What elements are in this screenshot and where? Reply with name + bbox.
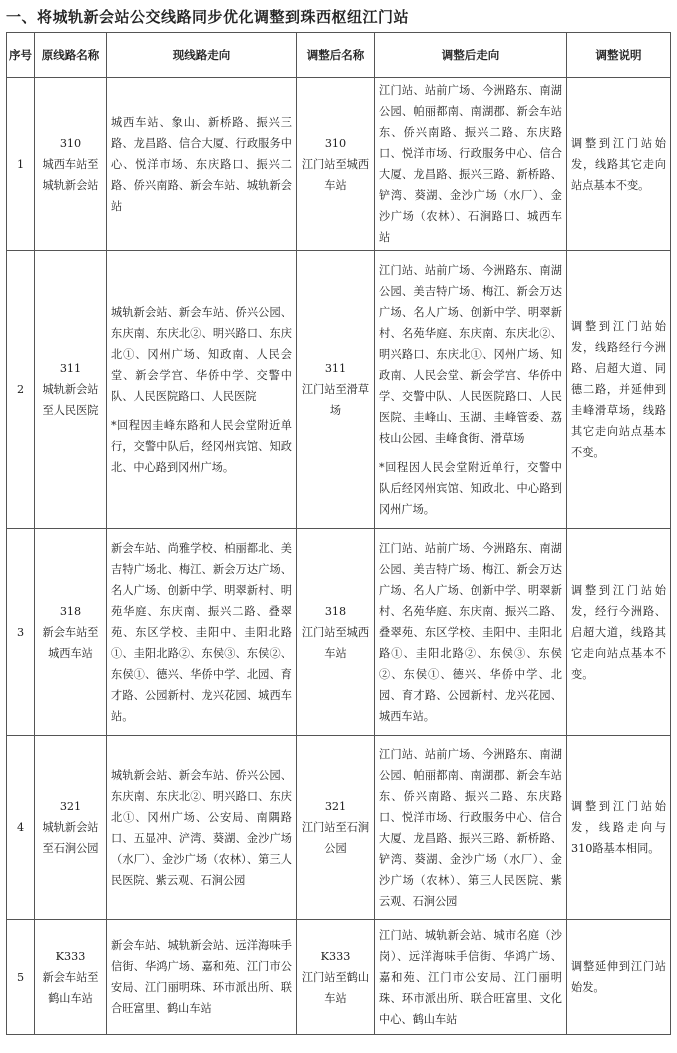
new-route [375,78,567,251]
orig-line-terminals: 新会车站至城西车站 [42,625,99,660]
current-route [107,529,297,736]
orig-line-code: 311 [59,362,82,375]
new-line-name [297,529,375,736]
current-route [107,920,297,1035]
current-route [107,78,297,251]
new-line-terminals: 江门站至城西车站 [301,625,370,660]
col-header-orig-name: 原线路名称 [35,33,107,78]
orig-line-terminals: 城西车站至城轨新会站 [42,157,99,192]
new-line-terminals: 江门站至鹤山车站 [301,970,370,1005]
new-route [375,736,567,920]
adjustment-explanation: 调整延伸到江门站始发。 [567,920,671,1035]
new-line-code: 321 [324,800,347,813]
table-row [7,78,671,251]
table-row [7,251,671,529]
new-route-text: 江门站、站前广场、今洲路东、南湖公园、美吉特广场、梅江、新会万达广场、名人广场、创新中学、明翠新村、名苑华庭、东庆南、振兴二路、叠翠苑、东区学校、圭阳中、圭阳北路①、圭阳北路②、东侯③、东侯②、东侯①、德兴、华侨中学、北园、育才路、公园新村、龙兴花园、城西车站。 [379,541,562,723]
current-route-text: 新会车站、尚雅学校、柏丽都北、美吉特广场北、梅江、新会万达广场、名人广场、创新中学、明翠新村、明苑华庭、东庆南、振兴二路、叠翠苑、东区学校、圭阳中、圭阳北路①、圭阳北路②、东侯③、东侯②、东侯①、德兴、华侨中学、北园、育才路、公园新村、龙兴花园、城西车站。 [111,541,292,723]
new-line-code: 311 [324,362,347,375]
orig-line-name [35,251,107,529]
new-route [375,529,567,736]
table-row [7,920,671,1035]
row-number: 5 [7,920,35,1035]
row-number: 2 [7,251,35,529]
new-route-text: 江门站、站前广场、今洲路东、南湖公园、美吉特广场、梅江、新会万达广场、名人广场、创新中学、明翠新村、名苑华庭、东庆南、东庆北②、明兴路口、东庆北①、冈州广场、知政南、人民会堂、新会学宫、华侨中学、交警中队、人民医院路口、人民医院、圭峰山、玉湖、圭峰管委、荔枝山公园、圭峰食街、滑草场 [379,263,562,445]
orig-line-code: 321 [59,800,82,813]
adjustment-explanation: 调整到江门站始发，线路经行今洲路、启超大道、同德二路，并延伸到圭峰滑草场，线路其它走向站点基本不变。 [567,251,671,529]
col-header-explanation: 调整说明 [567,33,671,78]
new-line-terminals: 江门站至城西车站 [301,157,370,192]
col-header-new-name: 调整后名称 [297,33,375,78]
current-route-text: 城轨新会站、新会车站、侨兴公园、东庆南、东庆北②、明兴路口、东庆北①、冈州广场、知政南、人民会堂、新会学宫、华侨中学、交警中队、人民医院路口、人民医院 [111,305,292,403]
new-line-code: 318 [324,604,347,618]
table-row [7,736,671,920]
new-route-note: *回程因人民会堂附近单行，交警中队后经冈州宾馆、知政北、中心路到冈州广场。 [379,460,562,516]
orig-line-terminals: 新会车站至鹤山车站 [42,970,99,1005]
row-number: 1 [7,78,35,251]
new-line-code: K333 [320,949,351,963]
table-header-row [7,33,671,78]
current-route-note: *回程因圭峰东路和人民会堂附近单行，交警中队后，经冈州宾馆、知政北、中心路到冈州广场。 [111,418,292,474]
page-heading: 一、将城轨新会站公交线路同步优化调整到珠西枢纽江门站 [6,8,410,26]
orig-line-code: K333 [55,949,86,963]
adjustment-explanation: 调整到江门站始发，线路走向与310路基本相同。 [567,736,671,920]
col-header-new-route: 调整后走向 [375,33,567,78]
current-route-text: 城轨新会站、新会车站、侨兴公园、东庆南、东庆北②、明兴路口、东庆北①、冈州广场、公安局、南隅路口、五显冲、浐湾、葵湖、金沙广场（水厂）、金沙广场（农林）、第三人民医院、紫云观、石涧公园 [111,768,292,887]
orig-line-name [35,78,107,251]
new-route-text: 江门站、城轨新会站、城市名庭（沙岗）、远洋海味手信街、华鸿广场、嘉和苑、江门市公安局、江门丽明珠、环市派出所、联合旺富里、文化中心、鹤山车站 [379,928,562,1026]
route-adjustment-table [6,32,671,1035]
orig-line-name [35,736,107,920]
adjustment-explanation: 调整到江门站始发，线路其它走向站点基本不变。 [567,78,671,251]
orig-line-terminals: 城轨新会站至石涧公园 [42,821,99,855]
row-number: 3 [7,529,35,736]
orig-line-name [35,529,107,736]
new-route [375,251,567,529]
row-number: 4 [7,736,35,920]
current-route-text: 新会车站、城轨新会站、远洋海味手信街、华鸿广场、嘉和苑、江门市公安局、江门丽明珠、环市派出所、联合旺富里、鹤山车站 [111,939,292,1015]
new-line-name [297,736,375,920]
current-route-text: 城西车站、象山、新桥路、振兴三路、龙昌路、信合大厦、行政服务中心、悦洋市场、东庆路口、振兴二路、侨兴南路、新会车站、城轨新会站 [111,115,292,213]
col-header-no: 序号 [7,33,35,78]
adjustment-explanation: 调整到江门站始发，经行今洲路、启超大道，线路其它走向站点基本不变。 [567,529,671,736]
col-header-current-route: 现线路走向 [107,33,297,78]
current-route [107,736,297,920]
orig-line-code: 310 [59,136,82,150]
new-line-name [297,251,375,529]
new-line-name [297,920,375,1035]
new-route-text: 江门站、站前广场、今洲路东、南湖公园、帕丽都南、南湖郡、新会车站东、侨兴南路、振兴二路、东庆路口、悦洋市场、行政服务中心、信合大厦、龙昌路、振兴三路、新桥路、铲湾、葵湖、金沙广场（水厂）、金沙广场（农林）、第三人民医院、紫云观、石涧公园 [379,747,562,908]
orig-line-name [35,920,107,1035]
table-row [7,529,671,736]
orig-line-terminals: 城轨新会站至人民医院 [42,383,99,417]
new-line-code: 310 [324,136,347,150]
new-route-text: 江门站、站前广场、今洲路东、南湖公园、帕丽都南、南湖郡、新会车站东、侨兴南路、振兴二路、东庆路口、悦洋市场、行政服务中心、信合大厦、龙昌路、振兴三路、新桥路、铲湾、葵湖、金沙广场（水厂）、金沙广场（农林）、石涧路口、城西车站 [379,84,562,244]
new-line-terminals: 江门站至滑草场 [301,383,370,417]
new-route [375,920,567,1035]
orig-line-code: 318 [59,604,82,618]
new-line-name [297,78,375,251]
current-route [107,251,297,529]
new-line-terminals: 江门站至石涧公园 [301,821,370,855]
